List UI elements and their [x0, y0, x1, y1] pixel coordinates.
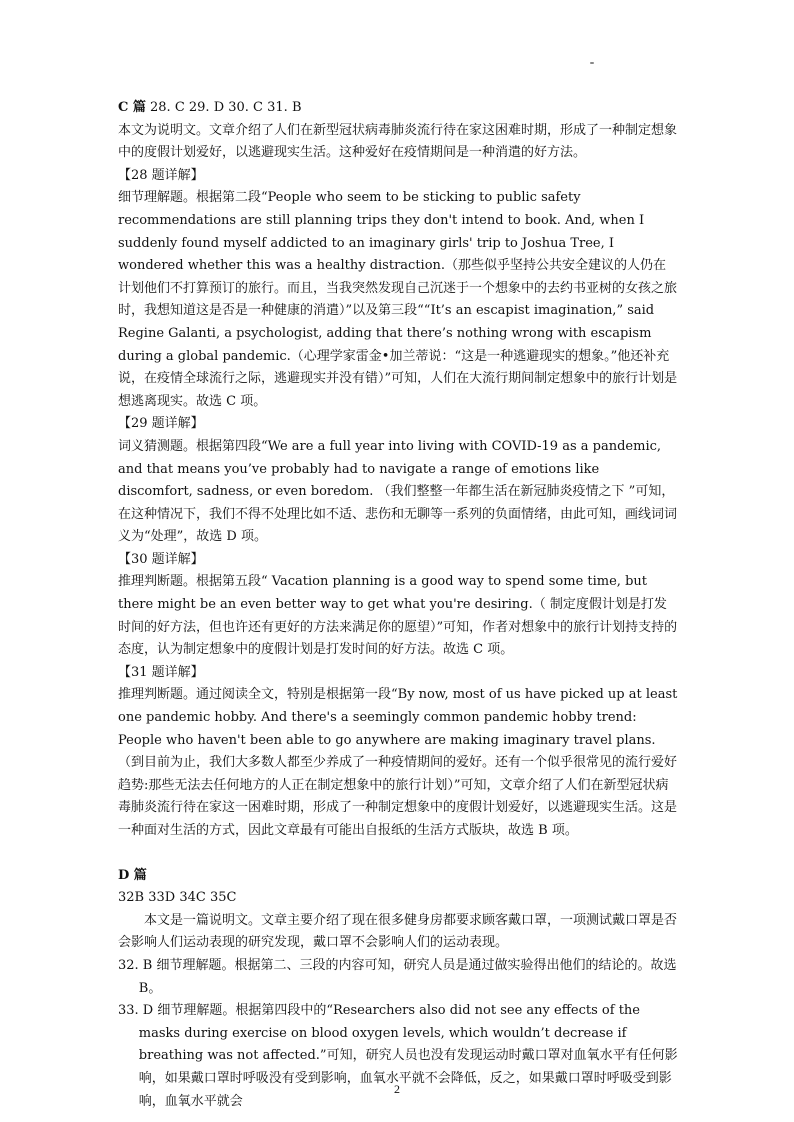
q31-explanation: 推理判断题。通过阅读全文，特别是根据第一段“By now, most of us have picked up at least one pandemic hobby. And there's a seemingly common pandemic hobby trend: People who haven't been able to go anywhere are making imaginary travel plans. （到目前为止，我们大多数人都至少养成了一种疫情期间的爱好。还有一个似乎很常见的流行爱好趋势:那些无法去任何地方的人正在制定想象中的旅行计划）”可知，文章介绍了人们在新型冠状病毒肺炎流行待在家这一困难时期，形成了一种制定想象中的度假计划爱好，以逃避现实生活。这是一种面对生活的方式，因此文章最有可能出自报纸的生活方式版块，故选 B 项。 [118, 687, 678, 838]
q30-explanation: 推理判断题。根据第五段“ Vacation planning is a good way to spend some time, but there might be an even better way to get what you're desiring.（ 制定度假计划是打发时间的好方法，但也许还有更好的方法来满足你的愿望）”可知，作者对想象中的旅行计划持支持的态度，认为制定想象中的度假计划是打发时间的好方法。故选 C 项。 [118, 574, 678, 658]
c-answers-line [118, 97, 678, 120]
q28-explanation: 细节理解题。根据第二段“People who seem to be sticking to public safety recommendations are still planning trips they don't intend to book. And, when I suddenly found myself addicted to an imaginary girls' trip to Joshua Tree, I wondered whether this was a healthy distraction.（那些似乎坚持公共安全建议的人仍在计划他们不打算预订的旅行。而且，当我突然发现自己沉迷于一个想象中的去约书亚树的女孩之旅时，我想知道这是否是一种健康的消遣）”以及第三段““It’s an escapist imagination,” said Regine Galanti, a psychologist, adding that there’s nothing wrong with escapism during a global pandemic.（心理学家雷金•加兰蒂说：“这是一种逃避现实的想象。”他还补充说，在疫情全球流行之际，逃避现实并没有错）”可知，人们在大流行期间制定想象中的旅行计划是想逃离现实。故选 C 项。 [118, 190, 678, 409]
q31-heading: 【31 题详解】 [118, 664, 204, 680]
section-gap [118, 843, 678, 865]
q30-heading: 【30 题详解】 [118, 551, 204, 567]
c-answers: 28. C 29. D 30. C 31. B [145, 100, 302, 115]
d-section-label: D 篇 [118, 867, 147, 883]
page-number: 2 [394, 1082, 400, 1096]
q29-explanation: 词义猜测题。根据第四段“We are a full year into living with COVID-19 as a pandemic, and that means you’ve probably had to navigate a range of emotions like discomfort, sadness, or even boredom. （我们整整一年都生活在新冠肺炎疫情之下 ”可知，在这种情况下，我们不得不处理比如不适、悲伤和无聊等一系列的负面情绪，由此可知，画线词词义为“处理”，故选 D 项。 [118, 438, 678, 545]
q28-heading: 【28 题详解】 [118, 167, 204, 183]
d-answers: 32B 33D 34C 35C [118, 890, 237, 906]
q29-heading: 【29 题详解】 [118, 416, 204, 432]
c-section-label: C 篇 [118, 100, 146, 115]
d-intro: 本文是一篇说明文。文章主要介绍了现在很多健身房都要求顾客戴口罩，一项测试戴口罩是否会影响人们运动表现的研究发现，戴口罩不会影响人们的运动表现。 [118, 912, 678, 951]
q32-explanation: 32. B 细节理解题。根据第二、三段的内容可知，研究人员是通过做实验得出他们的结论的。故选 B。 [118, 957, 677, 996]
document-body [118, 97, 678, 1113]
corner-mark [590, 62, 594, 64]
c-intro: 本文为说明文。文章介绍了人们在新型冠状病毒肺炎流行待在家这困难时期，形成了一种制定想象中的度假计划爱好，以逃避现实生活。这种爱好在疫情期间是一种消遣的好方法。 [118, 122, 678, 161]
q33-explanation: 33. D 细节理解题。根据第四段中的“Researchers also did not see any effects of the masks during exercise on blood oxygen levels, which wouldn’t decrease if breathing was not affected.”可知，研究人员也没有发现运动时戴口罩对血氧水平有任何影响，如果戴口罩时呼吸没有受到影响，血氧水平就不会降低，反之，如果戴口罩时呼吸受到影响，血氧水平就会 [118, 1003, 678, 1109]
